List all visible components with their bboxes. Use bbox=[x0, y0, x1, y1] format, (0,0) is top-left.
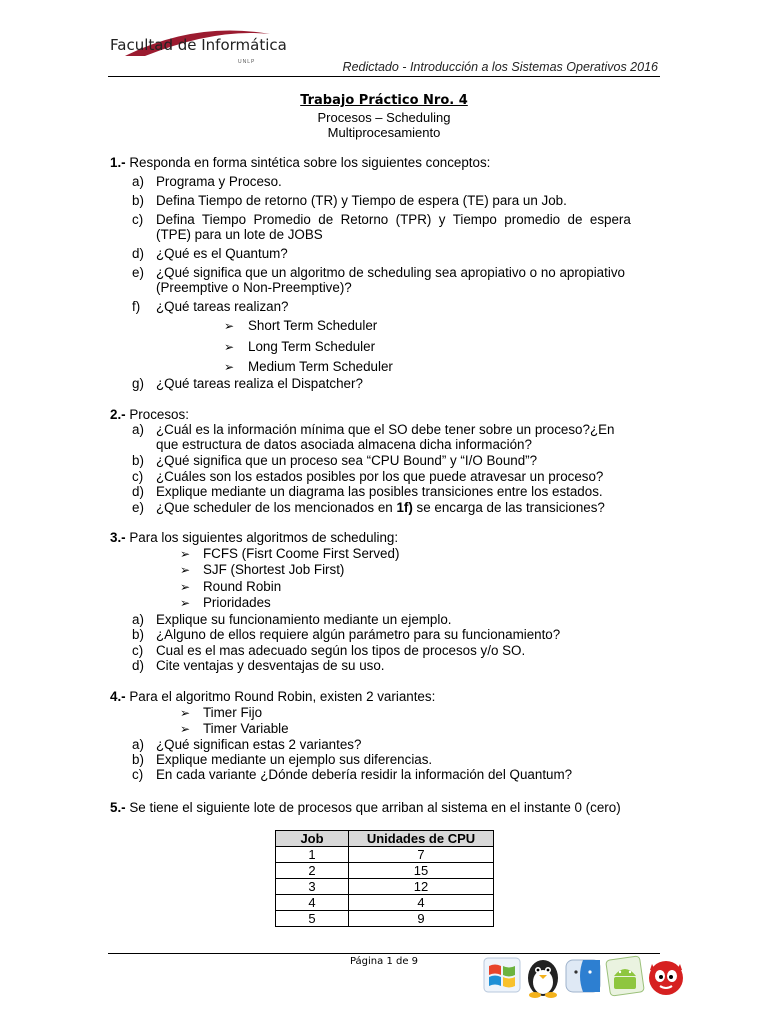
table-cell: 2 bbox=[276, 863, 349, 879]
list-item: Defina Tiempo Promedio de Retorno (TPR) y Tiempo promedio de espera bbox=[156, 212, 631, 227]
item-marker: e) bbox=[132, 500, 144, 515]
arrow-bullet-icon: ➢ bbox=[224, 360, 235, 374]
bsd-daemon-icon bbox=[649, 961, 683, 995]
arrow-bullet-icon: ➢ bbox=[180, 596, 191, 610]
list-item: Programa y Proceso. bbox=[156, 174, 282, 189]
item-marker: c) bbox=[132, 469, 144, 484]
list-item: ¿Qué es el Quantum? bbox=[156, 246, 288, 261]
windows-icon bbox=[484, 958, 520, 992]
list-item: Short Term Scheduler bbox=[248, 318, 378, 333]
list-item: ¿Qué tareas realiza el Dispatcher? bbox=[156, 376, 363, 391]
table-cell: 7 bbox=[349, 847, 494, 863]
os-logos-strip bbox=[480, 950, 690, 1000]
list-item: FCFS (Fisrt Coome First Served) bbox=[203, 546, 400, 561]
question-1 bbox=[110, 155, 490, 171]
table-cell: 1 bbox=[276, 847, 349, 863]
list-item-text: ¿Que scheduler de los mencionados en bbox=[156, 500, 397, 515]
arrow-bullet-icon: ➢ bbox=[224, 340, 235, 354]
item-marker: d) bbox=[132, 484, 144, 499]
list-item: Explique su funcionamiento mediante un ejemplo. bbox=[156, 612, 452, 627]
question-number: 5.- bbox=[110, 800, 126, 815]
list-item-continuation: que estructura de datos asociada almacena dicha información? bbox=[156, 437, 532, 452]
table-header-cpu: Unidades de CPU bbox=[349, 831, 494, 847]
item-marker: b) bbox=[132, 627, 144, 642]
question-text: Para los siguientes algoritmos de scheduling: bbox=[129, 530, 399, 545]
list-item: Cual es el mas adecuado según los tipos de procesos y/o SO. bbox=[156, 643, 526, 658]
list-item: ¿Qué significa que un algoritmo de scheduling sea apropiativo o no apropiativo bbox=[156, 265, 625, 280]
arrow-bullet-icon: ➢ bbox=[180, 706, 191, 720]
item-marker: c) bbox=[132, 212, 144, 227]
list-item: Defina Tiempo de retorno (TR) y Tiempo de espera (TE) para un Job. bbox=[156, 193, 567, 208]
table-cell: 4 bbox=[276, 895, 349, 911]
list-item-continuation: (TPE) para un lote de JOBS bbox=[156, 227, 323, 242]
item-marker: g) bbox=[132, 376, 144, 391]
page-number: Página 1 de 9 bbox=[349, 956, 419, 967]
list-item: Explique mediante un diagrama las posibles transiciones entre los estados. bbox=[156, 484, 603, 499]
table-cell: 9 bbox=[349, 911, 494, 927]
question-5 bbox=[110, 800, 621, 816]
list-item: ¿Cuáles son los estados posibles por los que puede atravesar un proceso? bbox=[156, 469, 604, 484]
list-item-text: se encarga de las transiciones? bbox=[412, 500, 605, 515]
list-item: ¿Cuál es la información mínima que el SO debe tener sobre un proceso?¿En bbox=[156, 422, 615, 437]
table-cell: 3 bbox=[276, 879, 349, 895]
list-item: Prioridades bbox=[203, 595, 271, 610]
table-row bbox=[276, 879, 494, 895]
question-number: 2.- bbox=[110, 407, 126, 422]
list-item: SJF (Shortest Job First) bbox=[203, 562, 345, 577]
question-4 bbox=[110, 689, 435, 705]
list-item: Timer Fijo bbox=[203, 705, 263, 720]
list-item: ¿Qué significa que un proceso sea “CPU Bound” y “I/O Bound”? bbox=[156, 453, 538, 468]
faculty-logo-sub: UNLP bbox=[238, 59, 256, 65]
header-title: Redictado - Introducción a los Sistemas Operativos 2016 bbox=[342, 60, 658, 74]
question-text: Responda en forma sintética sobre los siguientes conceptos: bbox=[129, 155, 491, 170]
arrow-bullet-icon: ➢ bbox=[180, 547, 191, 561]
list-item bbox=[156, 500, 605, 516]
list-item: Long Term Scheduler bbox=[248, 339, 376, 354]
mac-finder-icon bbox=[566, 960, 600, 992]
item-marker: a) bbox=[132, 612, 144, 627]
item-marker: c) bbox=[132, 643, 144, 658]
item-marker: b) bbox=[132, 752, 144, 767]
document-subtitle: Procesos – Scheduling bbox=[317, 110, 451, 125]
list-item: Explique mediante un ejemplo sus diferencias. bbox=[156, 752, 433, 767]
question-text: Se tiene el siguiente lote de procesos que arriban al sistema en el instante 0 (cero) bbox=[129, 800, 621, 815]
list-item: En cada variante ¿Dónde debería residir la información del Quantum? bbox=[156, 767, 573, 782]
arrow-bullet-icon: ➢ bbox=[180, 580, 191, 594]
item-marker: b) bbox=[132, 193, 144, 208]
jobs-table bbox=[275, 830, 494, 927]
table-row bbox=[276, 895, 494, 911]
list-item: Timer Variable bbox=[203, 721, 289, 736]
item-marker: d) bbox=[132, 246, 144, 261]
table-cell: 15 bbox=[349, 863, 494, 879]
table-cell: 5 bbox=[276, 911, 349, 927]
table-row bbox=[276, 847, 494, 863]
list-item: Medium Term Scheduler bbox=[248, 359, 393, 374]
arrow-bullet-icon: ➢ bbox=[224, 319, 235, 333]
list-item: Round Robin bbox=[203, 579, 282, 594]
linux-penguin-icon bbox=[528, 960, 558, 998]
list-item: Cite ventajas y desventajas de su uso. bbox=[156, 658, 385, 673]
list-item: ¿Alguno de ellos requiere algún parámetro para su funcionamiento? bbox=[156, 627, 561, 642]
item-marker: c) bbox=[132, 767, 144, 782]
item-marker: e) bbox=[132, 265, 144, 280]
table-cell: 12 bbox=[349, 879, 494, 895]
cross-reference: 1f) bbox=[396, 500, 413, 515]
item-marker: d) bbox=[132, 658, 144, 673]
question-number: 1.- bbox=[110, 155, 126, 170]
item-marker: a) bbox=[132, 422, 144, 437]
header-divider bbox=[108, 76, 660, 77]
item-marker: a) bbox=[132, 174, 144, 189]
arrow-bullet-icon: ➢ bbox=[180, 722, 191, 736]
list-item: ¿Qué tareas realizan? bbox=[156, 299, 289, 314]
list-item: ¿Qué significan estas 2 variantes? bbox=[156, 737, 362, 752]
list-item-continuation: (Preemptive o Non-Preemptive)? bbox=[156, 280, 352, 295]
question-3 bbox=[110, 530, 398, 546]
question-text: Para el algoritmo Round Robin, existen 2 variantes: bbox=[129, 689, 436, 704]
table-row bbox=[276, 863, 494, 879]
item-marker: a) bbox=[132, 737, 144, 752]
item-marker: f) bbox=[132, 299, 141, 314]
document-subtitle: Multiprocesamiento bbox=[327, 125, 441, 140]
arrow-bullet-icon: ➢ bbox=[180, 563, 191, 577]
question-2 bbox=[110, 407, 189, 423]
question-text: Procesos: bbox=[129, 407, 189, 422]
android-icon bbox=[606, 956, 645, 996]
table-row bbox=[276, 911, 494, 927]
question-number: 3.- bbox=[110, 530, 126, 545]
table-header-row bbox=[276, 831, 494, 847]
table-cell: 4 bbox=[349, 895, 494, 911]
table-header-job: Job bbox=[276, 831, 349, 847]
faculty-logo-text: Facultad de Informática bbox=[110, 36, 287, 54]
question-number: 4.- bbox=[110, 689, 126, 704]
document-title: Trabajo Práctico Nro. 4 bbox=[300, 93, 468, 108]
item-marker: b) bbox=[132, 453, 144, 468]
